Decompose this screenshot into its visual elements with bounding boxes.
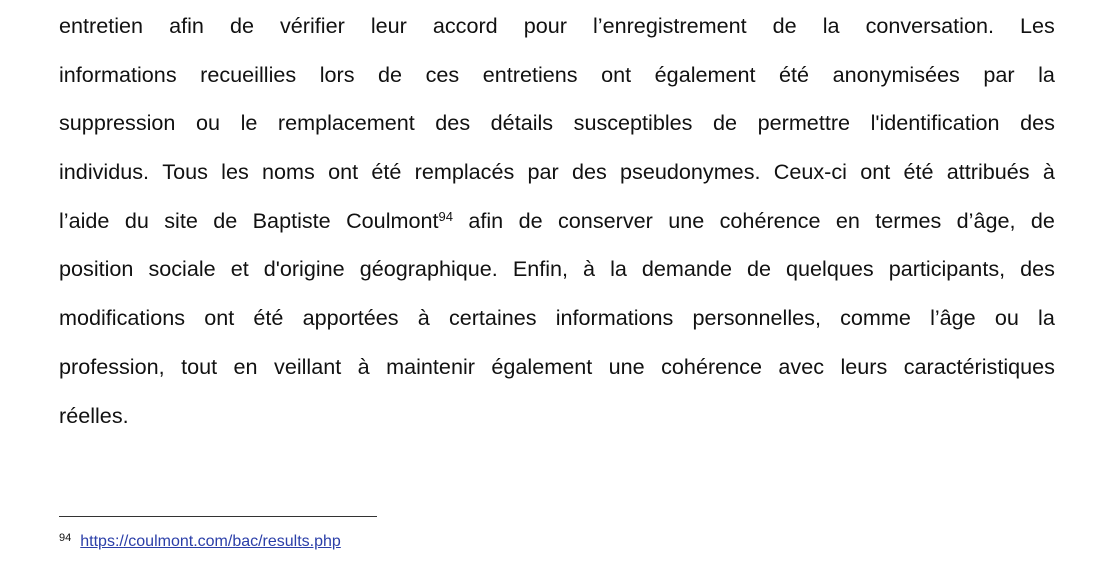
word: une (668, 207, 705, 233)
word: des (435, 110, 471, 136)
word: ont (860, 159, 891, 185)
word: les (221, 159, 249, 185)
word: conversation. (865, 13, 994, 38)
footnote-number: 94 (59, 532, 72, 544)
word: pour (523, 13, 567, 38)
word: site (164, 207, 198, 233)
word: de (518, 207, 543, 233)
word: cohérence (661, 353, 762, 379)
footnote-link[interactable]: https://coulmont.com/bac/results.php (80, 533, 341, 550)
word-with-footnote (346, 197, 453, 246)
text-line (59, 99, 1055, 148)
word: demande (641, 256, 732, 282)
word: à (583, 256, 596, 282)
word: la (822, 13, 840, 38)
word: l'identification (870, 110, 1000, 136)
footnote (59, 530, 341, 554)
word: informations (555, 305, 674, 331)
word: par (527, 159, 559, 185)
text-line (59, 343, 1055, 392)
word: apportées (302, 305, 399, 331)
word: été (779, 61, 810, 87)
word: de (213, 207, 238, 233)
word: à (417, 305, 430, 331)
word: leur (370, 13, 407, 38)
word: termes (875, 207, 942, 233)
word: également (491, 353, 593, 379)
word: conserver (558, 207, 653, 233)
word: anonymisées (832, 61, 960, 87)
word: la (1038, 61, 1055, 87)
word: été (371, 159, 402, 185)
word: d'origine (263, 256, 345, 282)
word: de (772, 13, 797, 38)
word: de (746, 256, 771, 282)
footnote-reference[interactable]: 94 (438, 208, 453, 224)
word: informations (59, 61, 177, 87)
word: ces (425, 61, 460, 87)
word: afin (468, 207, 504, 233)
word: en (835, 207, 860, 233)
word: la (1038, 305, 1055, 331)
word: ou (195, 110, 221, 136)
word: ont (601, 61, 632, 87)
word: détails (490, 110, 554, 136)
word: Tous (162, 159, 208, 185)
document-page (59, 0, 1055, 566)
word: afin (169, 13, 204, 38)
word: de (713, 110, 738, 136)
word: l’aide (59, 207, 110, 233)
body-paragraph (59, 2, 1055, 440)
word: des (1020, 110, 1055, 136)
text-line (59, 2, 1055, 51)
word: modifications (59, 305, 186, 331)
word: recueillies (200, 61, 297, 87)
text-line (59, 245, 1055, 294)
word: comme (840, 305, 911, 331)
text-line (59, 51, 1055, 100)
word: de (1030, 207, 1055, 233)
word: et (230, 256, 249, 282)
word: à (357, 353, 370, 379)
word: caractéristiques (903, 353, 1055, 379)
text-line (59, 392, 1055, 441)
word: à (1042, 159, 1055, 185)
word: sociale (148, 256, 216, 282)
word: ou (994, 305, 1019, 331)
word: d’âge, (956, 207, 1016, 233)
word: des (571, 159, 607, 185)
word: quelques (786, 256, 874, 282)
word: le (240, 110, 258, 136)
word: ont (204, 305, 235, 331)
word: des (1020, 256, 1055, 282)
word: l’enregistrement (593, 13, 747, 38)
footnote-separator (59, 516, 377, 517)
word: remplacement (277, 110, 415, 136)
text-line (59, 294, 1055, 343)
word: attribués (946, 159, 1030, 185)
word: été (253, 305, 284, 331)
word: leurs (840, 353, 888, 379)
word: l’âge (930, 305, 976, 331)
word: veillant (274, 353, 342, 379)
word: entretiens (482, 61, 578, 87)
word: Enfin, (512, 256, 569, 282)
word: permettre (757, 110, 851, 136)
word: par (983, 61, 1015, 87)
word: suppression (59, 110, 176, 136)
word: pseudonymes. (620, 159, 761, 185)
word: tout (181, 353, 218, 379)
word: géographique. (359, 256, 498, 282)
word: position (59, 256, 134, 282)
word: en (233, 353, 258, 379)
word: du (124, 207, 149, 233)
word: accord (432, 13, 498, 38)
word: personnelles, (692, 305, 821, 331)
word: vérifier (280, 13, 345, 38)
text-fragment: réelles. (59, 402, 129, 428)
word: cohérence (719, 207, 821, 233)
word: avec (778, 353, 825, 379)
word: noms (262, 159, 315, 185)
word: Les (1020, 13, 1055, 38)
word: Baptiste (252, 207, 331, 233)
word: individus. (59, 159, 150, 185)
text-line (59, 197, 1055, 246)
word: participants, (888, 256, 1006, 282)
word: entretien (59, 13, 144, 38)
word: susceptibles (573, 110, 693, 136)
word: Ceux-ci (773, 159, 847, 185)
word: de (229, 13, 254, 38)
word: lors (319, 61, 355, 87)
word: une (608, 353, 645, 379)
word: remplacés (414, 159, 515, 185)
text-line (59, 148, 1055, 197)
word: de (378, 61, 403, 87)
word: maintenir (386, 353, 475, 379)
word: certaines (448, 305, 537, 331)
word: Coulmont (346, 207, 439, 233)
word: la (610, 256, 627, 282)
word: été (903, 159, 934, 185)
word: ont (328, 159, 359, 185)
word: également (654, 61, 756, 87)
word: profession, (59, 353, 165, 379)
